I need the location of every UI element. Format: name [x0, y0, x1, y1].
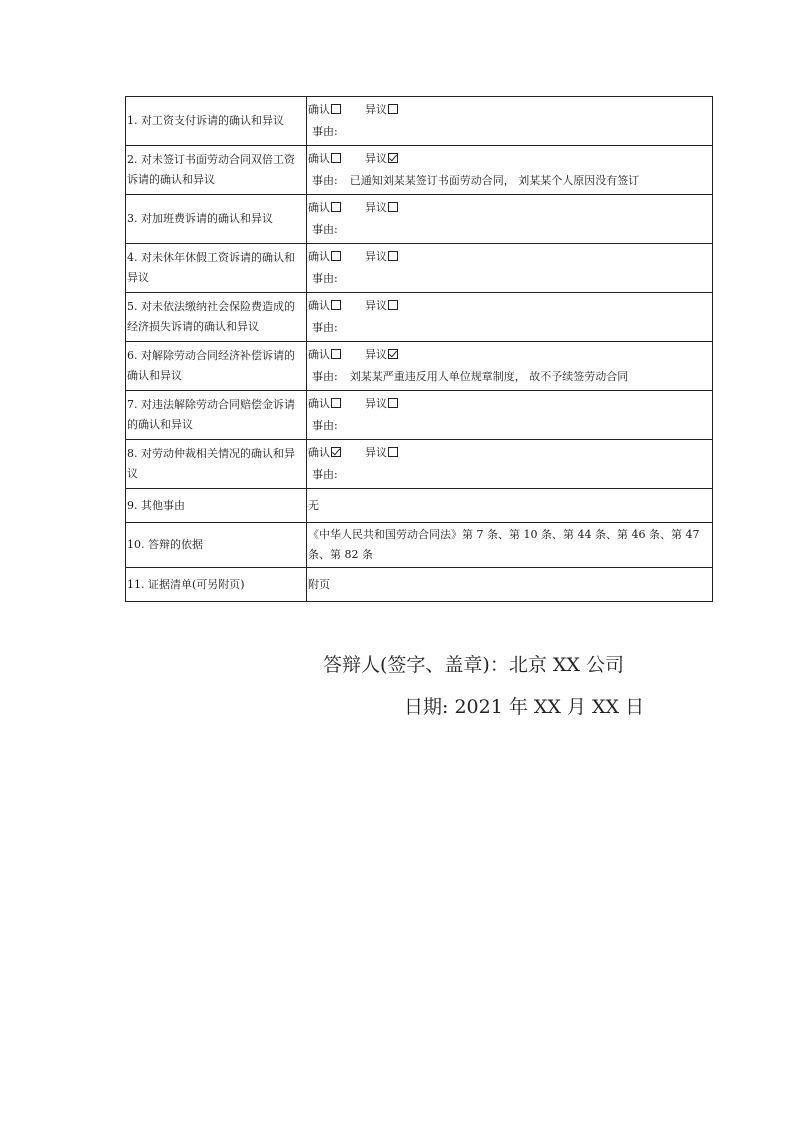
response-form-table	[125, 96, 713, 602]
claim-row	[126, 97, 713, 146]
claim-label: 3. 对加班费诉请的确认和异议	[126, 195, 307, 244]
reason-text: 已通知刘某某签订书面劳动合同， 刘某某个人原因没有签订	[349, 174, 640, 187]
choice-line	[308, 393, 711, 415]
signature-line: 答辩人(签字、盖章)：北京 XX 公司	[323, 654, 624, 676]
confirm-label: 确认	[308, 348, 330, 361]
confirm-label: 确认	[308, 201, 330, 214]
claim-row	[126, 440, 713, 489]
dissent-checkbox[interactable]	[388, 153, 398, 163]
claim-response	[307, 195, 713, 244]
confirm-checkbox[interactable]	[331, 300, 341, 310]
claim-response	[307, 244, 713, 293]
claim-response	[307, 391, 713, 440]
dissent-checkbox[interactable]	[388, 251, 398, 261]
choice-line	[308, 148, 711, 170]
claim-label: 1. 对工资支付诉请的确认和异议	[126, 97, 307, 146]
claim-response	[307, 293, 713, 342]
dissent-label: 异议	[365, 103, 387, 116]
reason-label: 事由:	[312, 223, 338, 236]
claim-row	[126, 293, 713, 342]
dissent-label: 异议	[365, 201, 387, 214]
claim-label: 5. 对未依法缴纳社会保险费造成的经济损失诉请的确认和异议	[126, 293, 307, 342]
claim-response	[307, 440, 713, 489]
confirm-checkbox[interactable]	[331, 153, 341, 163]
claim-row	[126, 342, 713, 391]
reason-line	[308, 317, 711, 339]
confirm-label: 确认	[308, 446, 330, 459]
claim-row	[126, 195, 713, 244]
reason-text: 刘某某严重违反用人单位规章制度， 故不予续签劳动合同	[349, 370, 629, 383]
evidence-label: 11. 证据清单(可另附页)	[126, 568, 307, 602]
choice-line	[308, 295, 711, 317]
claim-response	[307, 97, 713, 146]
claim-label: 2. 对未签订书面劳动合同双倍工资诉请的确认和异议	[126, 146, 307, 195]
choice-line	[308, 246, 711, 268]
claim-label: 7. 对违法解除劳动合同赔偿金诉请的确认和异议	[126, 391, 307, 440]
reason-label: 事由:	[312, 272, 338, 285]
confirm-checkbox[interactable]	[331, 349, 341, 359]
dissent-label: 异议	[365, 348, 387, 361]
confirm-checkbox[interactable]	[331, 447, 341, 457]
reason-line	[308, 219, 711, 241]
dissent-checkbox[interactable]	[388, 202, 398, 212]
date-line: 日期: 2021 年 XX 月 XX 日	[404, 696, 645, 718]
claim-label: 4. 对未休年休假工资诉请的确认和异议	[126, 244, 307, 293]
confirm-checkbox[interactable]	[331, 398, 341, 408]
reason-line	[308, 464, 711, 486]
confirm-checkbox[interactable]	[331, 202, 341, 212]
dissent-label: 异议	[365, 250, 387, 263]
claim-row	[126, 146, 713, 195]
form-row-other	[126, 489, 713, 523]
choice-line	[308, 99, 711, 121]
claim-response	[307, 342, 713, 391]
other-value: 无	[307, 489, 713, 523]
reason-line	[308, 268, 711, 290]
confirm-label: 确认	[308, 250, 330, 263]
choice-line	[308, 344, 711, 366]
claim-row	[126, 244, 713, 293]
claim-response	[307, 146, 713, 195]
dissent-checkbox[interactable]	[388, 398, 398, 408]
choice-line	[308, 197, 711, 219]
reason-line	[308, 366, 711, 388]
basis-label: 10. 答辩的依据	[126, 523, 307, 568]
confirm-label: 确认	[308, 152, 330, 165]
confirm-label: 确认	[308, 299, 330, 312]
confirm-checkbox[interactable]	[331, 104, 341, 114]
reason-label: 事由:	[312, 174, 338, 187]
reason-label: 事由:	[312, 468, 338, 481]
confirm-label: 确认	[308, 397, 330, 410]
reason-label: 事由:	[312, 370, 338, 383]
reason-label: 事由:	[312, 419, 338, 432]
claim-label: 8. 对劳动仲裁相关情况的确认和异议	[126, 440, 307, 489]
confirm-label: 确认	[308, 103, 330, 116]
dissent-checkbox[interactable]	[388, 447, 398, 457]
dissent-label: 异议	[365, 299, 387, 312]
basis-value: 《中华人民共和国劳动合同法》第 7 条、第 10 条、第 44 条、第 46 条、第 47 条、第 82 条	[307, 523, 713, 568]
claim-rows	[126, 97, 713, 489]
dissent-label: 异议	[365, 446, 387, 459]
confirm-checkbox[interactable]	[331, 251, 341, 261]
claim-label: 6. 对解除劳动合同经济补偿诉请的确认和异议	[126, 342, 307, 391]
reason-line	[308, 415, 711, 437]
form-row-basis	[126, 523, 713, 568]
dissent-label: 异议	[365, 397, 387, 410]
reason-line	[308, 170, 711, 192]
reason-label: 事由:	[312, 125, 338, 138]
form-row-evidence	[126, 568, 713, 602]
dissent-checkbox[interactable]	[388, 349, 398, 359]
choice-line	[308, 442, 711, 464]
reason-label: 事由:	[312, 321, 338, 334]
reason-line	[308, 121, 711, 143]
other-label: 9. 其他事由	[126, 489, 307, 523]
dissent-label: 异议	[365, 152, 387, 165]
dissent-checkbox[interactable]	[388, 300, 398, 310]
claim-row	[126, 391, 713, 440]
dissent-checkbox[interactable]	[388, 104, 398, 114]
evidence-value: 附页	[307, 568, 713, 602]
